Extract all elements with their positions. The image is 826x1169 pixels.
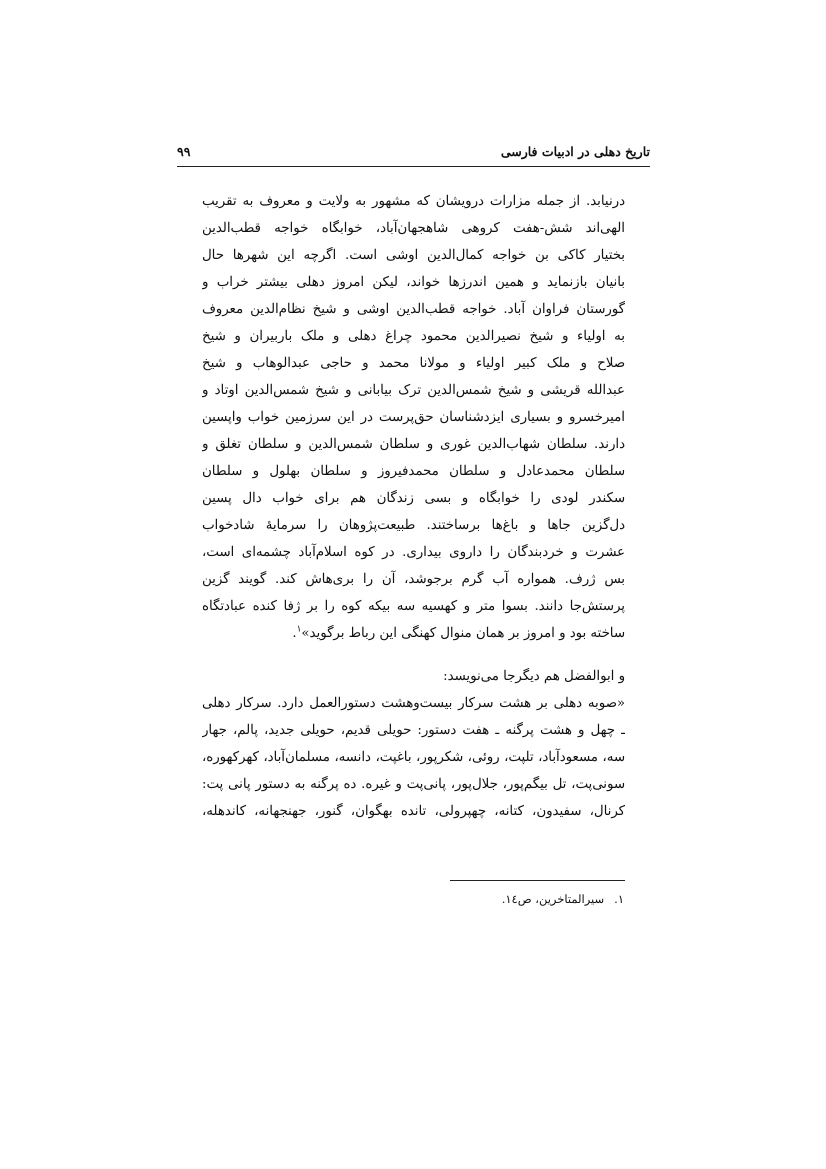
text-line: الهی‌اند شش-هفت کروهی شاهجهان‌آباد، خوابگاه خواجه قطب‌الدین (202, 221, 625, 236)
header-title: تاریخ دهلی در ادبیات فارسی (500, 144, 650, 159)
paragraph-2 (202, 663, 625, 825)
footnote-number: ۱. (614, 892, 624, 906)
footnote-separator (450, 880, 625, 881)
page-number: ۹۹ (177, 144, 191, 159)
running-header (177, 142, 650, 167)
text-line: پرستش‌جا دانند. بسوا متر و کهسیه سه بیکه کوه را بر ژفا کنده عبادتگاه (202, 599, 625, 614)
text-line: بانیان بازنماید و همین اندرزها خواند، لیکن امروز دهلی بیشتر خراب و (202, 275, 625, 290)
text-line: دارند. سلطان شهاب‌الدین غوری و سلطان شمس‌الدین و سلطان تغلق و (202, 437, 625, 452)
text-line: گورستان فراوان آباد. خواجه قطب‌الدین اوشی و شیخ نظام‌الدین معروف (202, 302, 625, 317)
text-line: کرنال، سفیدون، کتانه، چهپرولی، تانده بهگوان، گنور، جهنجهانه، کاندهله، (202, 804, 625, 819)
text-line: بختیار کاکی بن خواجه کمال‌الدین اوشی است. اگرچه این شهرها حال (202, 248, 625, 263)
text-line: ـ چهل و هشت پرگنه ـ هفت دستور: حویلی قدیم، حویلی جدید، پالم، جهار (202, 723, 625, 738)
text-line: امیرخسرو و بسیاری ایزدشناسان حق‌پرست در این سرزمین خواب واپسین (202, 410, 625, 425)
text-line-content: ساخته بود و امروز بر همان منوال کهنگی این رباط برگوید» (301, 626, 625, 641)
text-line: سونی‌پت، تل بیگم‌پور، جلال‌پور، پانی‌پت و غیره. ده پرگنه به دستور پانی پت: (202, 777, 625, 792)
text-line: صلاح و ملک کبیر اولیاء و مولانا محمد و حاجی عبدالوهاب و شیخ (202, 356, 625, 371)
text-line: سه، مسعودآباد، تلپت، روئی، شکرپور، باغپت، دانسه، مسلمان‌آباد، کهرکهوره، (202, 750, 625, 765)
text-line: «صوبه دهلی بر هشت سرکار بیست‌وهشت دستورالعمل دارد. سرکار دهلی (202, 696, 625, 711)
text-line-last (202, 620, 625, 647)
text-line: به اولیاء و شیخ نصیرالدین محمود چراغ دهلی و ملک باربیران و شیخ (202, 329, 625, 344)
paragraph-1 (202, 188, 625, 647)
text-line: دل‌گزین جاها و باغ‌ها برساختند. طبیعت‌پژوهان را سرمایهٔ شادخواب (202, 518, 625, 533)
text-line: سلطان محمدعادل و سلطان محمدفیروز و سلطان بهلول و سلطان (202, 464, 625, 479)
text-line: سکندر لودی را خوابگاه و بسی زندگان هم برای خواب دال پسین (202, 491, 625, 506)
main-text (202, 188, 625, 825)
footnote-text: سیرالمتاخرین، ص۱٤. (501, 892, 605, 906)
text-line: عشرت و خردبندگان را داروی بیداری. در کوه اسلام‌آباد چشمه‌ای است، (202, 545, 625, 560)
text-line: درنیابد. از جمله مزارات درویشان که مشهور به ولایت و معروف به تقریب (202, 194, 625, 209)
sentence-end: . (292, 626, 297, 641)
text-line: بس ژرف. همواره آب گرم برجوشد، آن را بری‌هاش کند. گویند گزین (202, 572, 625, 587)
text-line: و ابوالفضل هم دیگرجا می‌نویسد: (443, 669, 625, 684)
footnote-reference[interactable]: ۱ (296, 624, 302, 635)
text-line: عبدالله قریشی و شیخ شمس‌الدین ترک بیابانی و شیخ شمس‌الدین اوتاد و (202, 383, 625, 398)
footnote (502, 892, 624, 906)
